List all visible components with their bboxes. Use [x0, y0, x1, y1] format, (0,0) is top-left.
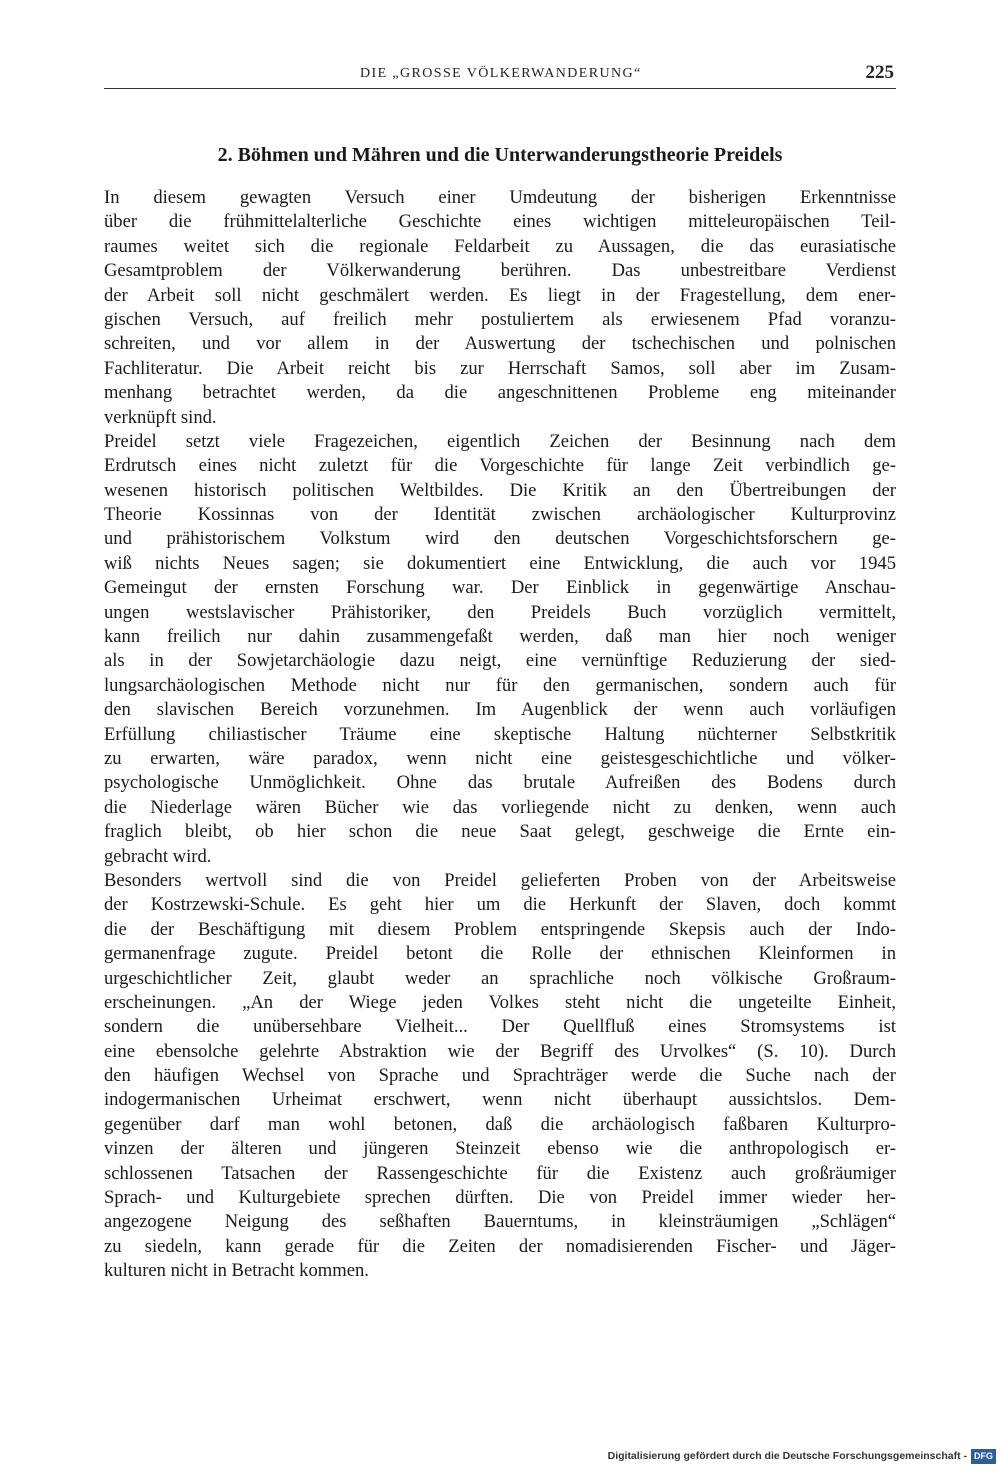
text-line: raumes weitet sich die regionale Feldarbeit zu Aussagen, die das eurasiatische: [104, 235, 896, 257]
text-line: Erfüllung chiliastischer Träume eine skeptische Haltung nüchterner Selbstkritik: [104, 723, 896, 745]
text-line: ungen westslavischer Prähistoriker, den Preidels Buch vorzüglich vermittelt,: [104, 601, 896, 623]
text-line: über die frühmittelalterliche Geschichte eines wichtigen mitteleuropäischen Teil-: [104, 211, 896, 233]
text-line: zu siedeln, kann gerade für die Zeiten der nomadisierenden Fischer- und Jäger-: [104, 1235, 896, 1257]
text-line: als in der Sowjetarchäologie dazu neigt, eine vernünftige Reduzierung der sied-: [104, 650, 896, 672]
text-line: die Niederlage wären Bücher wie das vorliegende nicht zu denken, wenn auch: [104, 796, 896, 818]
text-line: vinzen der älteren und jüngeren Steinzeit ebenso wie die anthropologisch er-: [104, 1138, 896, 1160]
paragraph-2: [104, 430, 896, 869]
text-line: sondern die unübersehbare Vielheit... Der Quellfluß eines Stromsystems ist: [104, 1016, 896, 1038]
text-line: indogermanischen Urheimat erschwert, wenn nicht überhaupt aussichtslos. Dem-: [104, 1089, 896, 1111]
text-line: den slavischen Bereich vorzunehmen. Im Augenblick der wenn auch vorläufigen: [104, 699, 896, 721]
text-line: urgeschichtlicher Zeit, glaubt weder an sprachliche noch völkische Großraum-: [104, 967, 896, 989]
section-heading: 2. Böhmen und Mähren und die Unterwanderungstheorie Preidels: [217, 144, 783, 166]
text-line: menhang betrachtet werden, da die angeschnittenen Probleme eng miteinander: [104, 382, 896, 404]
page-number: 225: [865, 62, 894, 83]
text-line: zu erwarten, wäre paradox, wenn nicht eine geistesgeschichtliche und völker-: [104, 747, 896, 769]
text-line: erscheinungen. „An der Wiege jeden Volkes steht nicht die ungeteilte Einheit,: [104, 991, 896, 1013]
text-line: germanenfrage zugute. Preidel betont die Rolle der ethnischen Kleinformen in: [104, 943, 896, 965]
body-text: [104, 186, 896, 1284]
running-header: [104, 62, 896, 89]
text-line: schlossenen Tatsachen der Rassengeschichte für die Existenz auch großräumiger: [104, 1162, 896, 1184]
text-line: verknüpft sind.: [104, 406, 217, 428]
text-line: Fachliteratur. Die Arbeit reicht bis zur Herrschaft Samos, soll aber im Zusam-: [104, 357, 896, 379]
text-line: wiß nichts Neues sagen; sie dokumentiert eine Entwicklung, die auch vor 1945: [104, 552, 896, 574]
text-line: fraglich bleibt, ob hier schon die neue Saat gelegt, geschweige die Ernte ein-: [104, 821, 896, 843]
text-line: den häufigen Wechsel von Sprache und Sprachträger werde die Suche nach der: [104, 1065, 896, 1087]
text-line: eine ebensolche gelehrte Abstraktion wie der Begriff des Urvolkes“ (S. 10). Durch: [104, 1040, 896, 1062]
dfg-logo: DFG: [971, 1449, 996, 1464]
text-line: psychologische Unmöglichkeit. Ohne das brutale Aufreißen des Bodens durch: [104, 772, 896, 794]
running-title: DIE „GROSSE VÖLKERWANDERUNG“: [360, 66, 642, 81]
text-line: angezogene Neigung des seßhaften Bauerntums, in kleinsträumigen „Schlägen“: [104, 1211, 896, 1233]
paragraph-3: [104, 869, 896, 1284]
text-line: Besonders wertvoll sind die von Preidel gelieferten Proben von der Arbeitsweise: [104, 869, 896, 891]
text-line: Gesamtproblem der Völkerwanderung berühren. Das unbestreitbare Verdienst: [104, 260, 896, 282]
text-line: gischen Versuch, auf freilich mehr postuliertem als erwiesenem Pfad voranzu-: [104, 308, 896, 330]
text-line: Preidel setzt viele Fragezeichen, eigentlich Zeichen der Besinnung nach dem: [104, 430, 896, 452]
text-line: Erdrutsch eines nicht zuletzt für die Vorgeschichte für lange Zeit verbindlich ge-: [104, 455, 896, 477]
text-line: gebracht wird.: [104, 845, 212, 867]
text-line: wesenen historisch politischen Weltbildes. Die Kritik an den Übertreibungen der: [104, 479, 896, 501]
paragraph-1: [104, 186, 896, 430]
text-line: die der Beschäftigung mit diesem Problem entspringende Skepsis auch der Indo-: [104, 918, 896, 940]
text-line: der Arbeit soll nicht geschmälert werden. Es liegt in der Fragestellung, dem ener-: [104, 284, 896, 306]
text-line: Theorie Kossinnas von der Identität zwischen archäologischer Kulturprovinz: [104, 504, 896, 526]
text-line: Gemeingut der ernsten Forschung war. Der Einblick in gegenwärtige Anschau-: [104, 577, 896, 599]
text-line: lungsarchäologischen Methode nicht nur für den germanischen, sondern auch für: [104, 674, 896, 696]
text-line: Sprach- und Kulturgebiete sprechen dürften. Die von Preidel immer wieder her-: [104, 1187, 896, 1209]
text-line: der Kostrzewski-Schule. Es geht hier um die Herkunft der Slaven, doch kommt: [104, 894, 896, 916]
digitization-credit: [608, 1446, 996, 1466]
text-line: kann freilich nur dahin zusammengefaßt werden, daß man hier noch weniger: [104, 626, 896, 648]
credit-text: Digitalisierung gefördert durch die Deutsche Forschungsgemeinschaft -: [607, 1450, 967, 1462]
text-line: schreiten, und vor allem in der Auswertung der tschechischen und polnischen: [104, 333, 896, 355]
text-line: kulturen nicht in Betracht kommen.: [104, 1260, 369, 1282]
text-line: gegenüber darf man wohl betonen, daß die archäologisch faßbaren Kulturpro-: [104, 1113, 896, 1135]
text-line: In diesem gewagten Versuch einer Umdeutung der bisherigen Erkenntnisse: [104, 187, 896, 208]
text-line: und prähistorischem Volkstum wird den deutschen Vorgeschichtsforschern ge-: [104, 528, 896, 550]
